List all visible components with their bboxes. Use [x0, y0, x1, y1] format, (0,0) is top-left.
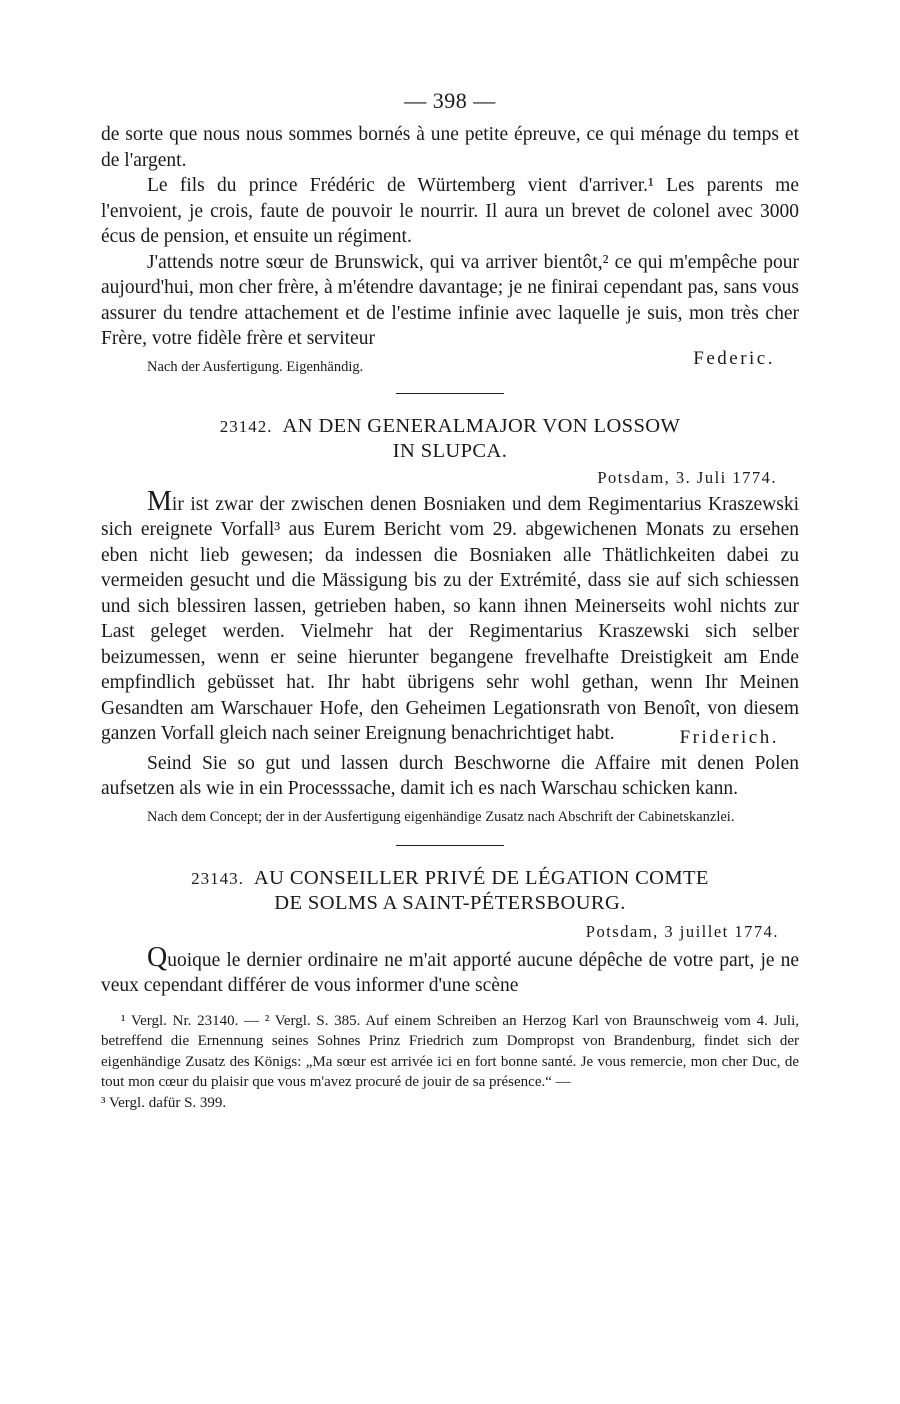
- footnote-3: ³ Vergl. dafür S. 399.: [101, 1094, 227, 1111]
- letter2-dropcap: M: [147, 485, 172, 517]
- letter1-source-note: Nach der Ausfertigung. Eigenhändig.: [147, 358, 364, 375]
- page-number: — 398 —: [404, 88, 496, 113]
- letter3-body: [101, 941, 799, 999]
- letter3-heading: [101, 866, 799, 916]
- letter1-paragraph-1: de sorte que nous nous sommes bornés à une petite épreuve, ce qui ménage du temps et de l'argent.: [101, 124, 799, 171]
- letter2-number: 23142.: [219, 416, 273, 436]
- letter1-signature: Federic.: [693, 347, 775, 369]
- letter2-heading-line1: AN DEN GENERALMAJOR VON LOSSOW: [282, 414, 681, 437]
- section-divider-2: [396, 845, 504, 846]
- letter2-heading-line2: IN SLUPCA.: [392, 439, 508, 462]
- letter1-paragraph-2: Le fils du prince Frédéric de Würtemberg vient d'arriver.¹ Les parents me l'envoient, je crois, faute de pouvoir le nourrir. Il aura un brevet de colonel avec 3000 écus de pension, et ensuite un régiment.: [101, 175, 799, 247]
- letter2-heading: [101, 414, 799, 464]
- letter2-body: [101, 485, 799, 747]
- section-divider-1: [396, 393, 504, 394]
- letter2-signature: Friderich.: [679, 726, 779, 748]
- letter3-dropcap: Q: [147, 941, 168, 973]
- letter3-number: 23143.: [191, 868, 244, 888]
- footnote-1-2: ¹ Vergl. Nr. 23140. — ² Vergl. S. 385. Auf einem Schreiben an Herzog Karl von Braunschweig vom 4. Juli, betreffend die Ernennung seines Sohnes Prinz Friedrich zum Dompropst von Brandenburg, findet sich der eigenhändige Zusatz des Königs: „Ma sœur est arrivée ici en fort bonne santé. Je vous remercie, mon cher Duc, de tout mon cœur du plaisir que vous m'avez procuré de jouir de sa présence.“ —: [101, 1012, 799, 1090]
- letter3-heading-line2: DE SOLMS A SAINT-PÉTERSBOURG.: [274, 891, 626, 914]
- document-page: [101, 88, 799, 1113]
- letter1-paragraph-3: J'attends notre sœur de Brunswick, qui va arriver bientôt,² ce qui m'empêche pour aujourd'hui, mon cher frère, à m'étendre davantage; je ne finirai cependant pas, sans vous assurer du tendre attachement et de l'estime infinie avec laquelle je suis, mon très cher Frère, votre fidèle frère et serviteur: [101, 251, 799, 349]
- letter2-dateline: Potsdam, 3. Juli 1774.: [597, 467, 777, 487]
- letter3-body-text: uoique le dernier ordinaire ne m'ait apporté aucune dépêche de votre part, je ne veux cependant différer de vous informer d'une scène: [101, 949, 799, 996]
- footnotes: [101, 1011, 799, 1114]
- letter2-postscript: Seind Sie so gut und lassen durch Beschworne die Affaire mit denen Polen aufsetzen als wie in ein Processsache, damit ich es nach Warschau schicken kann.: [101, 752, 799, 799]
- letter2-body-text: ir ist zwar der zwischen denen Bosniaken und dem Regimentarius Kraszewski sich ereignete Vorfall³ aus Eurem Bericht vom 29. abgewichenen Monats zu ersehen eben nicht lieb gewesen; da indessen die Bosniaken alle Thätlichkeiten dabei zu vermeiden gesucht und die Mässigung bis zu der Extrémité, dass sie auf sich schiessen und sich blessiren lassen, getrieben haben, so kann ihnen Meinerseits wohl nichts zur Last geleget werden. Vielmehr hat der Regimentarius Kraszewski sich selber beizumessen, wenn er seine hierunter begangene frevelhafte Dreistigkeit am Ende empfindlich gebüsset hat. Ihr habt übrigens sehr wohl gethan, wenn Ihr Meinen Gesandten am Warschauer Hofe, den Geheimen Legationsrath von Benoît, von diesem ganzen Vorfall gleich nach seiner Ereignung benachrichtiget habt.: [101, 493, 799, 744]
- letter3-dateline: Potsdam, 3 juillet 1774.: [585, 921, 779, 941]
- letter3-heading-line1: AU CONSEILLER PRIVÉ DE LÉGATION COMTE: [253, 866, 709, 889]
- letter2-source-note: Nach dem Concept; der in der Ausfertigung eigenhändige Zusatz nach Abschrift der Cabinetskanzlei.: [147, 808, 735, 825]
